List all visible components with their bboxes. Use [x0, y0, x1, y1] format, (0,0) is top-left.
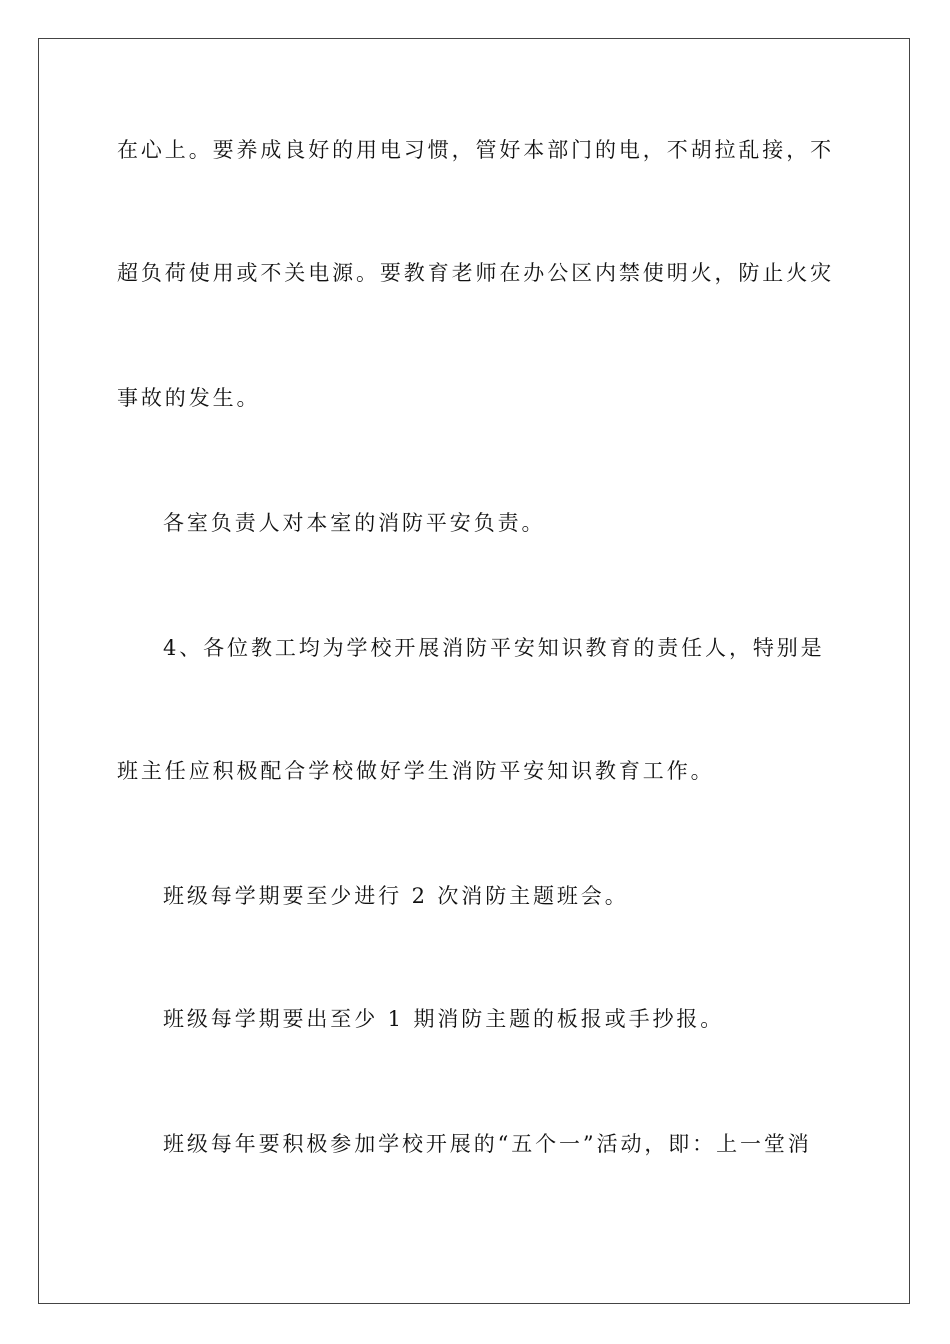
paragraph-line: 各室负责人对本室的消防平安负责。	[163, 511, 546, 535]
text-line: 事故的发生。	[117, 386, 261, 410]
text-line: 超负荷使用或不关电源。要教育老师在办公区内禁使明火，防止火灾	[117, 261, 834, 285]
paragraph-line: 班级每学期要至少进行 2 次消防主题班会。	[163, 884, 629, 908]
paragraph-line: 班级每学期要出至少 1 期消防主题的板报或手抄报。	[163, 1007, 725, 1031]
paragraph-line: 4、各位教工均为学校开展消防平安知识教育的责任人，特别是	[163, 636, 825, 660]
page-border	[38, 38, 910, 1304]
text-line: 班主任应积极配合学校做好学生消防平安知识教育工作。	[117, 759, 715, 783]
text-line: 在心上。要养成良好的用电习惯，管好本部门的电，不胡拉乱接，不	[117, 138, 834, 162]
paragraph-line: 班级每年要积极参加学校开展的“五个一”活动，即：上一堂消	[163, 1132, 812, 1156]
